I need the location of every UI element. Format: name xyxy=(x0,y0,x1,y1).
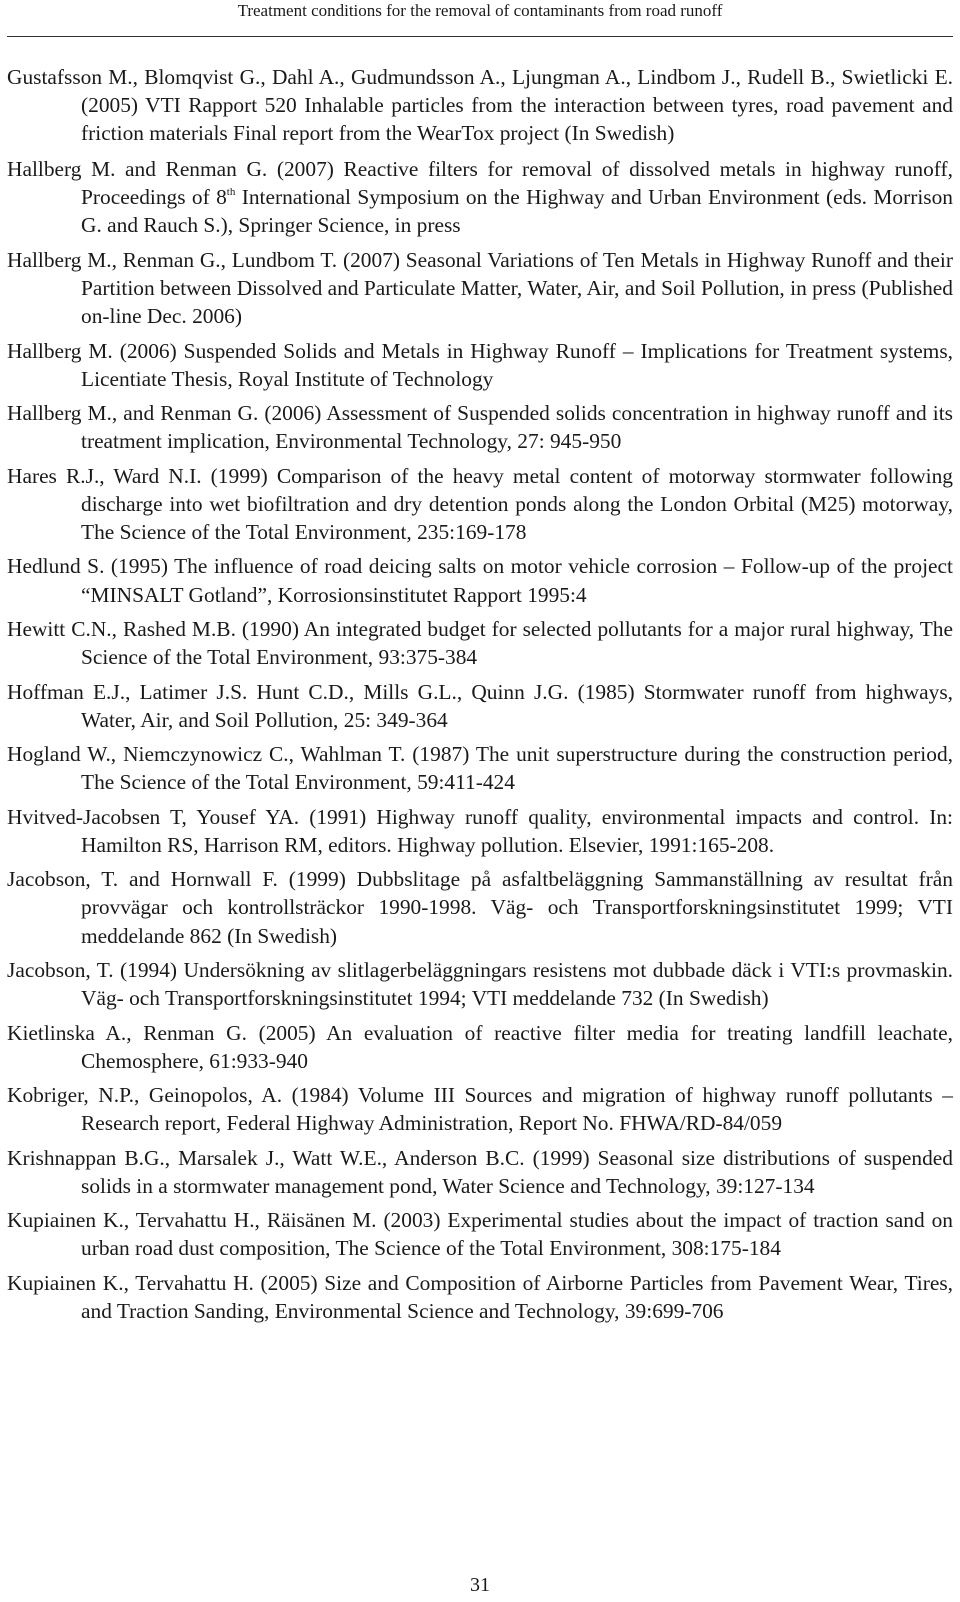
reference-text: Hallberg M. and Renman G. (2007) Reactive filters for removal of dissolved metals in highway runoff, Proceedings of 8 xyxy=(7,157,953,210)
reference-list xyxy=(7,63,953,1331)
running-header-title: Treatment conditions for the removal of contaminants from road runoff xyxy=(237,1,723,20)
reference-entry: Hvitved-Jacobsen T, Yousef YA. (1991) Highway runoff quality, environmental impacts and control. In: Hamilton RS, Harrison RM, editors. Highway pollution. Elsevier, 1991:165-208. xyxy=(7,804,953,857)
running-header xyxy=(0,0,960,22)
reference-entry: Kietlinska A., Renman G. (2005) An evaluation of reactive filter media for treating landfill leachate, Chemosphere, 61:933-940 xyxy=(7,1020,953,1073)
reference-entry: Hares R.J., Ward N.I. (1999) Comparison of the heavy metal content of motorway stormwater following discharge into wet biofiltration and dry detention ponds along the London Orbital (M25) motorway, The Science of the Total Environment, 235:169-178 xyxy=(7,463,953,544)
reference-entry: Jacobson, T. and Hornwall F. (1999) Dubbslitage på asfaltbeläggning Sammanställning av resultat från provvägar och kontrollsträckor 1990-1998. Väg- och Transportforskningsinstitutet 1999; VTI meddelande 862 (In Swedish) xyxy=(7,867,953,948)
reference-entry: Hallberg M., and Renman G. (2006) Assessment of Suspended solids concentration in highway runoff and its treatment implication, Environmental Technology, 27: 945-950 xyxy=(7,401,953,454)
reference-entry xyxy=(7,155,953,239)
reference-entry: Kupiainen K., Tervahattu H., Räisänen M. (2003) Experimental studies about the impact of traction sand on urban road dust composition, The Science of the Total Environment, 308:175-184 xyxy=(7,1208,953,1261)
reference-entry: Hallberg M. (2006) Suspended Solids and Metals in Highway Runoff – Implications for Treatment systems, Licentiate Thesis, Royal Institute of Technology xyxy=(7,338,953,391)
reference-entry: Hogland W., Niemczynowicz C., Wahlman T. (1987) The unit superstructure during the construction period, The Science of the Total Environment, 59:411-424 xyxy=(7,742,953,795)
reference-entry: Jacobson, T. (1994) Undersökning av slitlagerbeläggningars resistens mot dubbade däck i VTI:s provmaskin. Väg- och Transportforskningsinstitutet 1994; VTI meddelande 732 (In Swedish) xyxy=(7,958,953,1011)
ordinal-suffix: th xyxy=(226,186,236,199)
reference-entry: Kupiainen K., Tervahattu H. (2005) Size and Composition of Airborne Particles from Pavement Wear, Tires, and Traction Sanding, Environmental Science and Technology, 39:699-706 xyxy=(7,1270,953,1323)
reference-entry: Hallberg M., Renman G., Lundbom T. (2007) Seasonal Variations of Ten Metals in Highway Runoff and their Partition between Dissolved and Particulate Matter, Water, Air, and Soil Pollution, in press (Published on-line Dec. 2006) xyxy=(7,247,953,329)
reference-text: International Symposium on the Highway and Urban Environment (eds. Morrison G. and Rauch S.), Springer Science, in press xyxy=(81,185,953,238)
header-divider xyxy=(7,36,953,37)
reference-entry: Gustafsson M., Blomqvist G., Dahl A., Gudmundsson A., Ljungman A., Lindbom J., Rudell B., Swietlicki E. (2005) VTI Rapport 520 Inhalable particles from the interaction between tyres, road pavement and friction materials Final report from the WearTox project (In Swedish) xyxy=(7,65,953,146)
reference-entry: Kobriger, N.P., Geinopolos, A. (1984) Volume III Sources and migration of highway runoff pollutants – Research report, Federal Highway Administration, Report No. FHWA/RD-84/059 xyxy=(7,1083,953,1136)
reference-entry: Krishnappan B.G., Marsalek J., Watt W.E., Anderson B.C. (1999) Seasonal size distributions of suspended solids in a stormwater management pond, Water Science and Technology, 39:127-134 xyxy=(7,1145,953,1198)
reference-entry: Hoffman E.J., Latimer J.S. Hunt C.D., Mills G.L., Quinn J.G. (1985) Stormwater runoff from highways, Water, Air, and Soil Pollution, 25: 349-364 xyxy=(7,679,953,732)
page-number: 31 xyxy=(470,1574,490,1596)
reference-entry: Hedlund S. (1995) The influence of road deicing salts on motor vehicle corrosion – Follow-up of the project “MINSALT Gotland”, Korrosionsinstitutet Rapport 1995:4 xyxy=(7,554,953,607)
reference-entry: Hewitt C.N., Rashed M.B. (1990) An integrated budget for selected pollutants for a major rural highway, The Science of the Total Environment, 93:375-384 xyxy=(7,617,953,670)
